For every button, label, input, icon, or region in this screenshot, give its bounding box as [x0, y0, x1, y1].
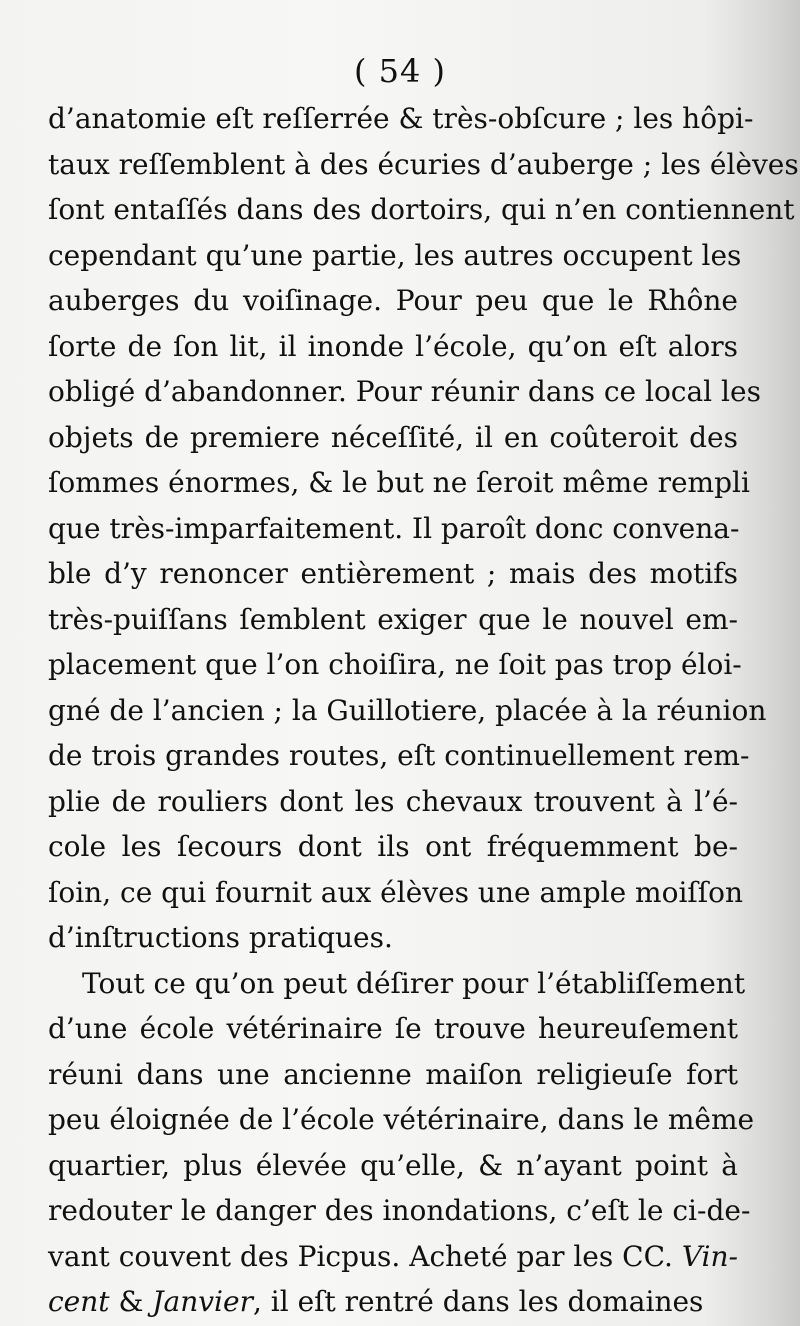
text-line-12: très-puiſſans ſemblent exiger que le nouvel em- [48, 602, 738, 636]
text-line-6: ſorte de ſon lit, il inonde l’école, qu’on eſt alors [48, 329, 738, 363]
text-line-17: cole les ſecours dont ils ont fréquemment be- [48, 830, 738, 863]
text-line-8: objets de premiere néceſſité, il en coûteroit des [48, 420, 738, 454]
text-line-25: redouter le danger des inondations, c’eſt le ci-de- [48, 1194, 751, 1227]
text-line-7: obligé d’abandonner. Pour réunir dans ce local les [48, 375, 761, 408]
text-line-27 [48, 1279, 738, 1325]
text-line-11: ble d’y renoncer entièrement ; mais des motifs [48, 557, 738, 590]
text-line-1: d’anatomie eſt reſſerrée & très-obſcure ; les hôpi- [48, 102, 754, 135]
text-line-15: de trois grandes routes, eſt continuellement rem- [48, 739, 750, 772]
text-line-24: quartier, plus élevée qu’elle, & n’ayant point à [48, 1148, 738, 1182]
text-line-9: ſommes énormes, & le but ne ſeroit même rempli [48, 466, 750, 499]
text-line-27-italic-a: cent [48, 1285, 110, 1318]
text-line-18: ſoin, ce qui fournit aux élèves une ample moiſſon [48, 875, 744, 909]
text-line-3: ſont entaſſés dans des dortoirs, qui n’en contiennent [48, 193, 795, 226]
text-line-26-italic: Vin- [681, 1239, 738, 1273]
page-text [48, 96, 799, 1325]
text-line-2: taux reſſemblent à des écuries d’auberge ; les élèves [48, 147, 799, 181]
text-line-26-roman: vant couvent des Picpus. Acheté par les CC. [48, 1239, 673, 1273]
text-line-13: placement que l’on choiſira, ne ſoit pas trop éloi- [48, 648, 742, 681]
text-line-21: d’une école vétérinaire ſe trouve heureuſement [48, 1012, 738, 1045]
page-number: ( 54 ) [353, 52, 447, 90]
text-line-19: d’inſtructions pratiques. [48, 921, 393, 954]
text-line-14: gné de l’ancien ; la Guillotiere, placée à la réunion [48, 693, 767, 727]
text-line-5: auberges du voiſinage. Pour peu que le Rhône [48, 284, 738, 317]
text-line-16: plie de rouliers dont les chevaux trouvent à l’é- [48, 784, 738, 818]
text-line-4: cependant qu’une partie, les autres occupent les [48, 238, 742, 272]
text-line-10: que très-imparfaitement. Il paroît donc convena- [48, 511, 740, 545]
text-line-27-amp: & [109, 1285, 153, 1318]
text-line-27-italic-b: Janvier [152, 1285, 253, 1318]
text-line-27-rest: , il eſt rentré dans les domaines [252, 1285, 704, 1318]
text-line-26 [48, 1234, 738, 1280]
text-line-22: réuni dans une ancienne maiſon religieuſe fort [48, 1057, 738, 1091]
text-line-23: peu éloignée de l’école vétérinaire, dans le même [48, 1103, 755, 1136]
text-line-20: Tout ce qu’on peut déſirer pour l’établiſſement [82, 966, 746, 1000]
